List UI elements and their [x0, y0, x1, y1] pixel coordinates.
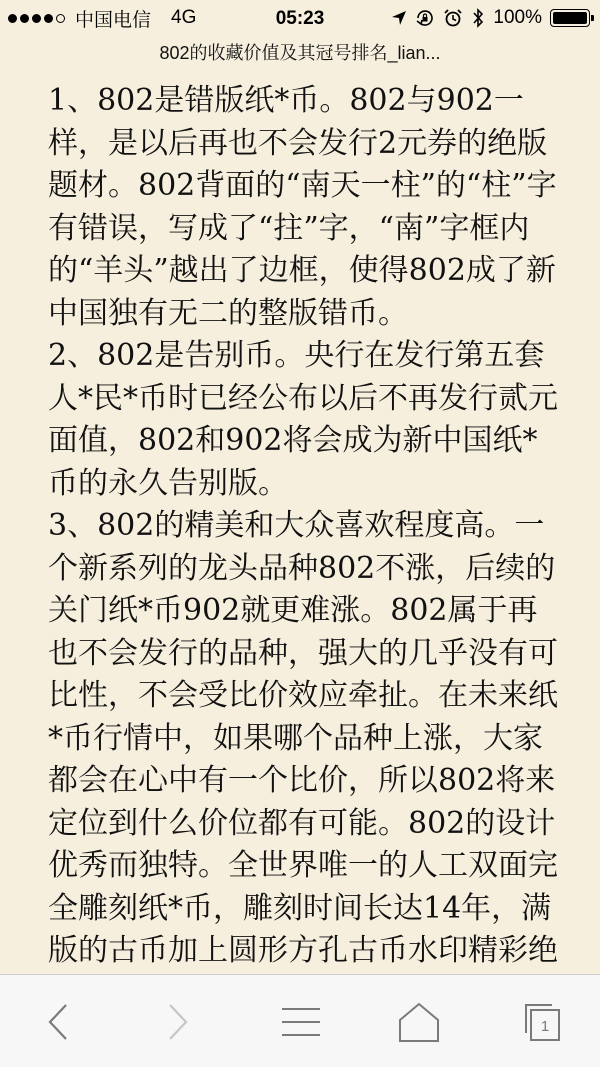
forward-button[interactable] [152, 997, 202, 1047]
tabs-icon [516, 997, 566, 1047]
menu-button[interactable] [276, 997, 326, 1047]
status-bar [0, 0, 600, 36]
menu-icon [276, 997, 326, 1047]
battery-percentage: 100% [493, 7, 542, 28]
article-content [48, 80, 558, 973]
home-icon [394, 997, 444, 1047]
carrier-name: 中国电信 [75, 9, 152, 31]
battery-fill [553, 12, 587, 24]
page-title[interactable]: 802的收藏价值及其冠号排名_lian... [159, 43, 441, 63]
status-time: 05:23 [275, 8, 325, 29]
tabs-button[interactable] [516, 997, 566, 1047]
back-icon [34, 997, 84, 1047]
article-paragraph: 1、802是错版纸*币。802与902一样，是以后再也不会发行2元券的绝版题材。802背面的“南天一柱”的“柱”字有错误，写成了“拄”字，“南”字框内的“羊头”越出了边框，使得802成了新中国独有无二的整版错币。 [48, 83, 557, 331]
article-paragraph: 3、802的精美和大众喜欢程度高。一个新系列的龙头品种802不涨，后续的关门纸*币902就更难涨。802属于再也不会发行的品种，强大的几乎没有可比性，不会受比价效应牵扯。在未来纸*币行情中，如果哪个品种上涨，大家都会在心中有一个比价，所以802将来定位到什么价位都有可能。802的设计优秀而独特。全世界唯一的人工双面完全雕刻纸*币，雕刻时间长达14年，满版的古币加上圆形方孔古币水印精彩绝 [48, 508, 558, 968]
back-button[interactable] [34, 997, 84, 1047]
home-button[interactable] [394, 997, 444, 1047]
article-paragraph: 2、802是告别币。央行在发行第五套人*民*币时已经公布以后不再发行贰元面值，802和902将会成为新中国纸*币的永久告别版。 [48, 338, 558, 501]
battery-cap [591, 15, 594, 21]
tab-count: 1 [540, 1018, 550, 1035]
battery-icon [550, 9, 590, 27]
network-type: 4G [171, 7, 197, 28]
forward-icon [152, 997, 202, 1047]
browser-toolbar [0, 974, 600, 1067]
